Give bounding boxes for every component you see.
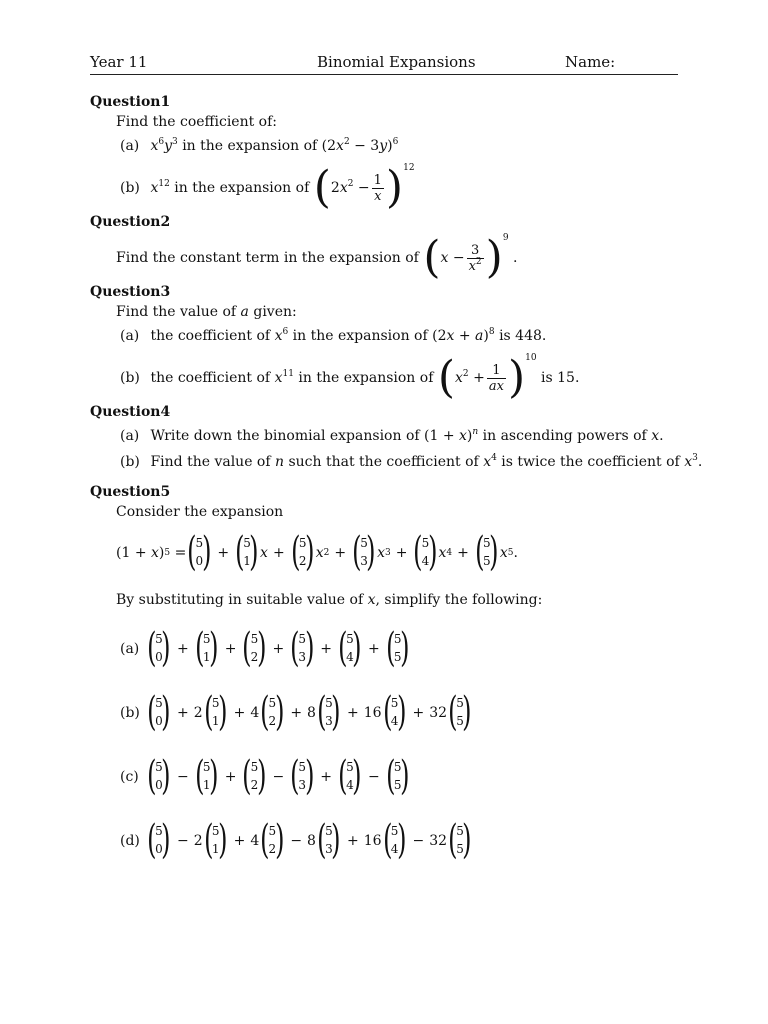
question-5a: (a) ( 5 0 ) + ( 5 1 ) + ( 5 2 ) + ( 5 3 ) + ( 5 4 ) + ( 5 5 ): [120, 625, 410, 671]
question-3a: [120, 328, 546, 344]
binomial-coefficient: ( 5 1 ): [235, 529, 259, 575]
item-text: is 15.: [541, 370, 580, 386]
question-3b: [120, 352, 580, 403]
page-header: [90, 50, 678, 75]
question-1-title: Question1: [90, 94, 171, 110]
question-1a: [120, 138, 398, 154]
question-4a: [120, 428, 664, 444]
math-expression: ($x^2$ + $\frac{1}{ax}$ )$^{10}$: [437, 352, 537, 403]
header-year: Year 11: [90, 53, 148, 71]
item-text: in the expansion of: [174, 180, 310, 196]
header-title: Binomial Expansions: [317, 53, 476, 71]
item-text: in ascending powers of: [482, 428, 647, 444]
math-expression: ($2x^2$ − $\frac{1}{x}$ )$^{12}$: [313, 162, 415, 213]
question-3-title: Question3: [90, 284, 171, 300]
question-3-intro: [116, 304, 297, 320]
question-5-intro: Consider the expansion: [116, 504, 284, 520]
item-text: the coefficient of: [150, 370, 271, 386]
binomial-coefficient: ( 5 5 ): [474, 529, 499, 575]
question-1-intro: Find the coefficient of:: [116, 114, 277, 130]
instruction-end: , simplify the following:: [375, 592, 543, 608]
math-expression: $x^6$: [274, 327, 289, 344]
math-expression: x.: [651, 428, 664, 444]
math-expression: $(2x^2 - 3y)^6$: [321, 137, 399, 154]
question-5-title: Question5: [90, 484, 171, 500]
variable-x: x: [367, 592, 376, 608]
item-label: (a): [120, 138, 140, 154]
binomial-coefficient: ( 5 2 ): [290, 529, 315, 575]
question-1b: [120, 162, 415, 213]
item-text: in the expansion of: [182, 138, 318, 154]
math-expression: $x^4$: [483, 453, 497, 470]
math-expression: $(1 + x)^n$: [424, 427, 479, 444]
question-4b: [120, 454, 702, 470]
item-text: Write down the binomial expansion of: [150, 428, 420, 444]
item-text: is 448.: [499, 328, 547, 344]
binomial-coefficient: ( 5 3 ): [352, 529, 376, 575]
item-text: in the expansion of: [292, 328, 428, 344]
binomial-coefficient: ( 5 4 ): [413, 529, 438, 575]
intro-end: given:: [253, 304, 297, 320]
header-name-label: Name:: [565, 53, 616, 71]
item-label: (b): [120, 370, 140, 386]
math-expression: $(2x + a)^8$: [432, 327, 495, 344]
question-5-instruction: [116, 592, 542, 608]
binomial-coefficient: ( 5 0 ): [187, 529, 212, 575]
item-label: (b): [120, 180, 140, 196]
math-expression: (x − $\frac{3}{x^2}$ )$^9$ .: [423, 232, 518, 283]
item-text: such that the coefficient of: [288, 454, 479, 470]
question-2-title: Question2: [90, 214, 171, 230]
question-4-title: Question4: [90, 404, 171, 420]
math-expression: $x^6y^3$: [150, 137, 178, 154]
question-5c: (c) ( 5 0 ) − ( 5 1 ) + ( 5 2 ) − ( 5 3 ) + ( 5 4 ) − ( 5 5 ): [120, 753, 410, 799]
variable-n: n: [275, 454, 285, 470]
item-text: Find the value of: [150, 454, 271, 470]
math-expression: $x^{12}$: [150, 179, 170, 196]
item-text: is twice the coefficient of: [501, 454, 680, 470]
instruction-text: By substituting in suitable value of: [116, 592, 364, 608]
item-label: (c): [120, 769, 139, 785]
item-label: (a): [120, 428, 140, 444]
intro-text: Find the value of: [116, 304, 237, 320]
item-label: (b): [120, 705, 140, 721]
item-text: in the expansion of: [298, 370, 434, 386]
item-label: (a): [120, 328, 140, 344]
question-5-expansion: (1 + x ) 5 = ( 5 0 ) + ( 5 1 ) x + ( 5 2 ) x 2 + ( 5 3 ) x 3 + ( 5 4 ) x 4 + ( 5 5 ) x 5 .: [116, 529, 518, 575]
question-5b: (b) ( 5 0 ) + 2 ( 5 1 ) + 4 ( 5 2 ) + 8 ( 5 3 ) + 16 ( 5 4 ) + 32 ( 5 5 ): [120, 689, 472, 735]
question-2-text: [116, 232, 518, 283]
item-text: the coefficient of: [150, 328, 271, 344]
item-label: (b): [120, 454, 140, 470]
item-label: (a): [120, 641, 140, 657]
item-label: (d): [120, 833, 140, 849]
math-expression: $x^3$.: [684, 453, 703, 470]
variable-a: a: [240, 304, 249, 320]
question-5d: (d) ( 5 0 ) − 2 ( 5 1 ) + 4 ( 5 2 ) − 8 ( 5 3 ) + 16 ( 5 4 ) − 32 ( 5 5 ): [120, 817, 472, 863]
math-expression: $x^{11}$: [274, 369, 294, 386]
question-2-prompt: Find the constant term in the expansion of: [116, 250, 419, 266]
